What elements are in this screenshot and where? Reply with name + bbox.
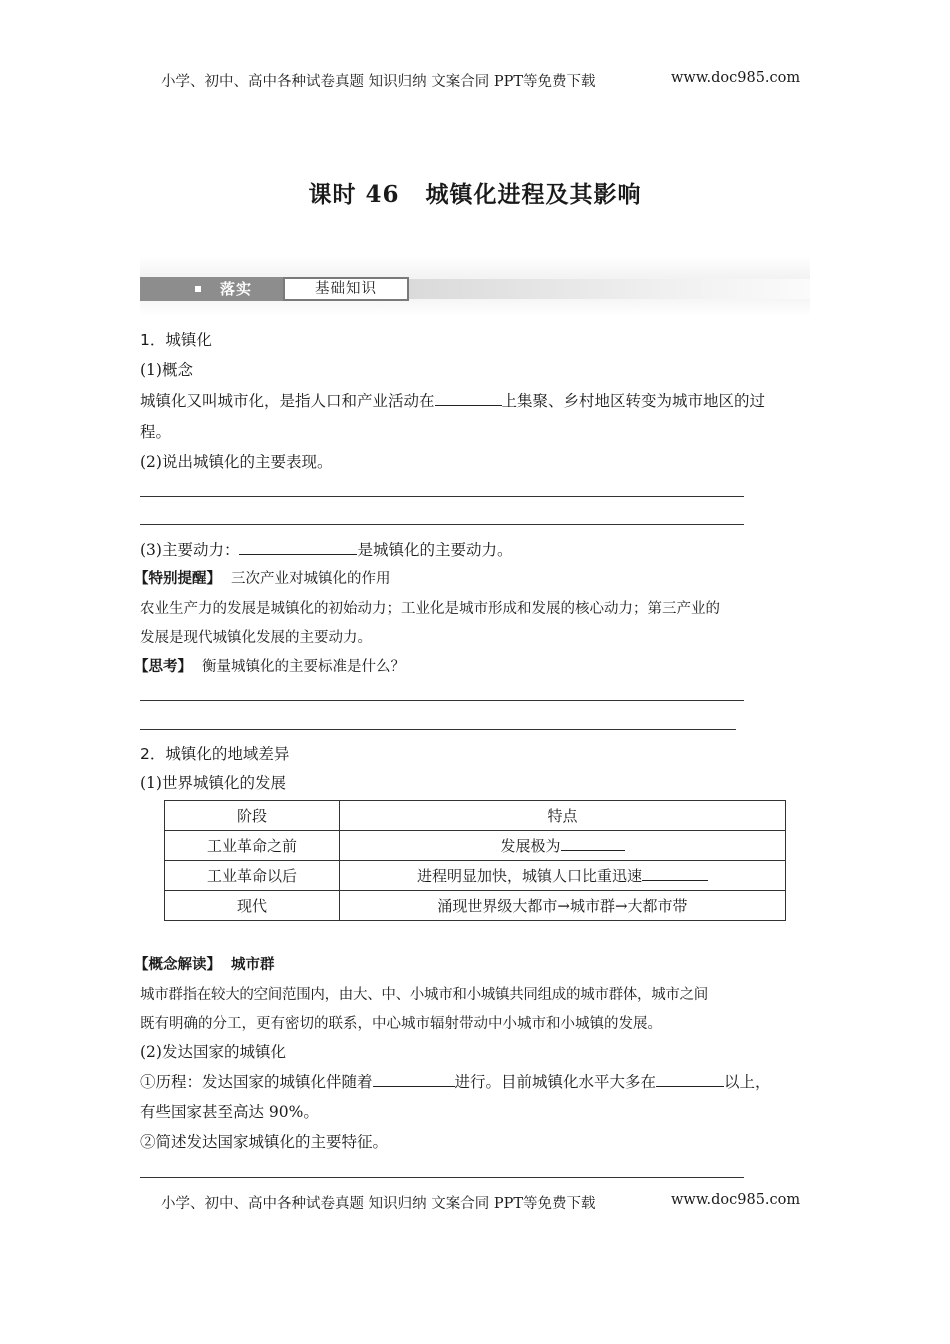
table-header-stage: 阶段 (165, 801, 340, 831)
urbanization-table (164, 800, 786, 921)
page-title (0, 176, 950, 209)
concept-explain-line-1: 城市群指在较大的空间范围内，由大、中、小城市和小城镇共同组成的城市群体，城市之间 (140, 987, 708, 1003)
history-continued: 有些国家甚至高达 90%。 (140, 1103, 319, 1121)
answer-line[interactable] (140, 1177, 744, 1178)
concept-title: 城市群 (231, 957, 275, 973)
answer-line[interactable] (140, 524, 744, 525)
history-post: 以上， (724, 1073, 771, 1091)
table-cell-stage: 工业革命之前 (165, 831, 340, 861)
table-header-row (165, 801, 786, 831)
history-blank-1[interactable] (373, 1072, 455, 1087)
lesson-topic: 城镇化进程及其影响 (425, 181, 642, 208)
concept-explain-line-2: 既有明确的分工，更有密切的联系，中心城市辐射带动中小城市和小城镇的发展。 (140, 1016, 662, 1032)
think-tag: 【思考】 (134, 659, 192, 675)
square-bullet-icon (195, 286, 201, 292)
power-blank[interactable] (239, 540, 357, 555)
table-cell-stage: 工业革命以后 (165, 861, 340, 891)
answer-line[interactable] (140, 729, 736, 730)
main-expression-label: (2)说出城镇化的主要表现。 (140, 453, 333, 471)
header-site: www.doc985.com (671, 70, 801, 86)
concept-blank[interactable] (435, 391, 502, 406)
table-row (165, 861, 786, 891)
answer-line[interactable] (140, 496, 744, 497)
concept-label: (1)概念 (140, 361, 193, 379)
concept-sentence (140, 389, 765, 411)
tip-title: 三次产业对城镇化的作用 (231, 571, 391, 587)
feature-text: 发展极为 (500, 837, 561, 855)
section2-heading: 2．城镇化的地域差异 (140, 745, 290, 763)
think-question (134, 655, 405, 676)
section-banner (140, 256, 810, 316)
banner-dark-tab (140, 277, 283, 301)
section1-heading: 1．城镇化 (140, 331, 212, 349)
footer-text: 小学、初中、高中各种试卷真题 知识归纳 文案合同 PPT等免费下载 (161, 1196, 596, 1212)
table-cell-feature (340, 861, 786, 891)
world-label: (1)世界城镇化的发展 (140, 774, 286, 792)
tip-heading (134, 567, 391, 588)
history-mid: 进行。目前城镇化水平大多在 (454, 1073, 657, 1091)
table-cell-feature (340, 831, 786, 861)
banner-dark-label: 落实 (220, 280, 253, 298)
feature-text: 进程明显加快，城镇人口比重迅速 (416, 867, 642, 885)
header-text: 小学、初中、高中各种试卷真题 知识归纳 文案合同 PPT等免费下载 (161, 74, 596, 90)
concept-post: 上集聚、乡村地区转变为城市地区的过 (501, 392, 766, 410)
history-blank-2[interactable] (656, 1072, 724, 1087)
features-label: ②简述发达国家城镇化的主要特征。 (140, 1133, 389, 1151)
developed-label: (2)发达国家的城镇化 (140, 1043, 286, 1061)
footer-site: www.doc985.com (671, 1192, 801, 1208)
power-post: 是城镇化的主要动力。 (357, 541, 513, 559)
banner-box-label: 基础知识 (283, 277, 409, 301)
feature-blank[interactable] (642, 866, 708, 881)
concept-explain-heading (134, 953, 275, 974)
history-pre: ①历程：发达国家的城镇化伴随着 (140, 1073, 373, 1091)
concept-pre: 城镇化又叫城市化，是指人口和产业活动在 (140, 392, 435, 410)
concept-continued: 程。 (140, 423, 172, 441)
table-row (165, 891, 786, 921)
history-sentence (140, 1070, 771, 1092)
answer-line[interactable] (140, 700, 744, 701)
feature-blank[interactable] (561, 836, 625, 851)
power-pre: (3)主要动力： (140, 541, 240, 559)
think-text: 衡量城镇化的主要标准是什么？ (202, 659, 405, 675)
page-header (161, 70, 801, 91)
table-cell-feature: 涌现世界级大都市→城市群→大都市带 (340, 891, 786, 921)
table-header-feature: 特点 (340, 801, 786, 831)
lesson-number: 课时 46 (308, 181, 400, 208)
tip-tag: 【特别提醒】 (134, 571, 221, 587)
tip-line-2: 发展是现代城镇化发展的主要动力。 (140, 630, 372, 646)
power-sentence (140, 538, 512, 560)
page-footer (161, 1192, 801, 1213)
tip-line-1: 农业生产力的发展是城镇化的初始动力；工业化是城市形成和发展的核心动力；第三产业的 (140, 601, 720, 617)
table-cell-stage: 现代 (165, 891, 340, 921)
table-row (165, 831, 786, 861)
concept-tag: 【概念解读】 (134, 957, 221, 973)
